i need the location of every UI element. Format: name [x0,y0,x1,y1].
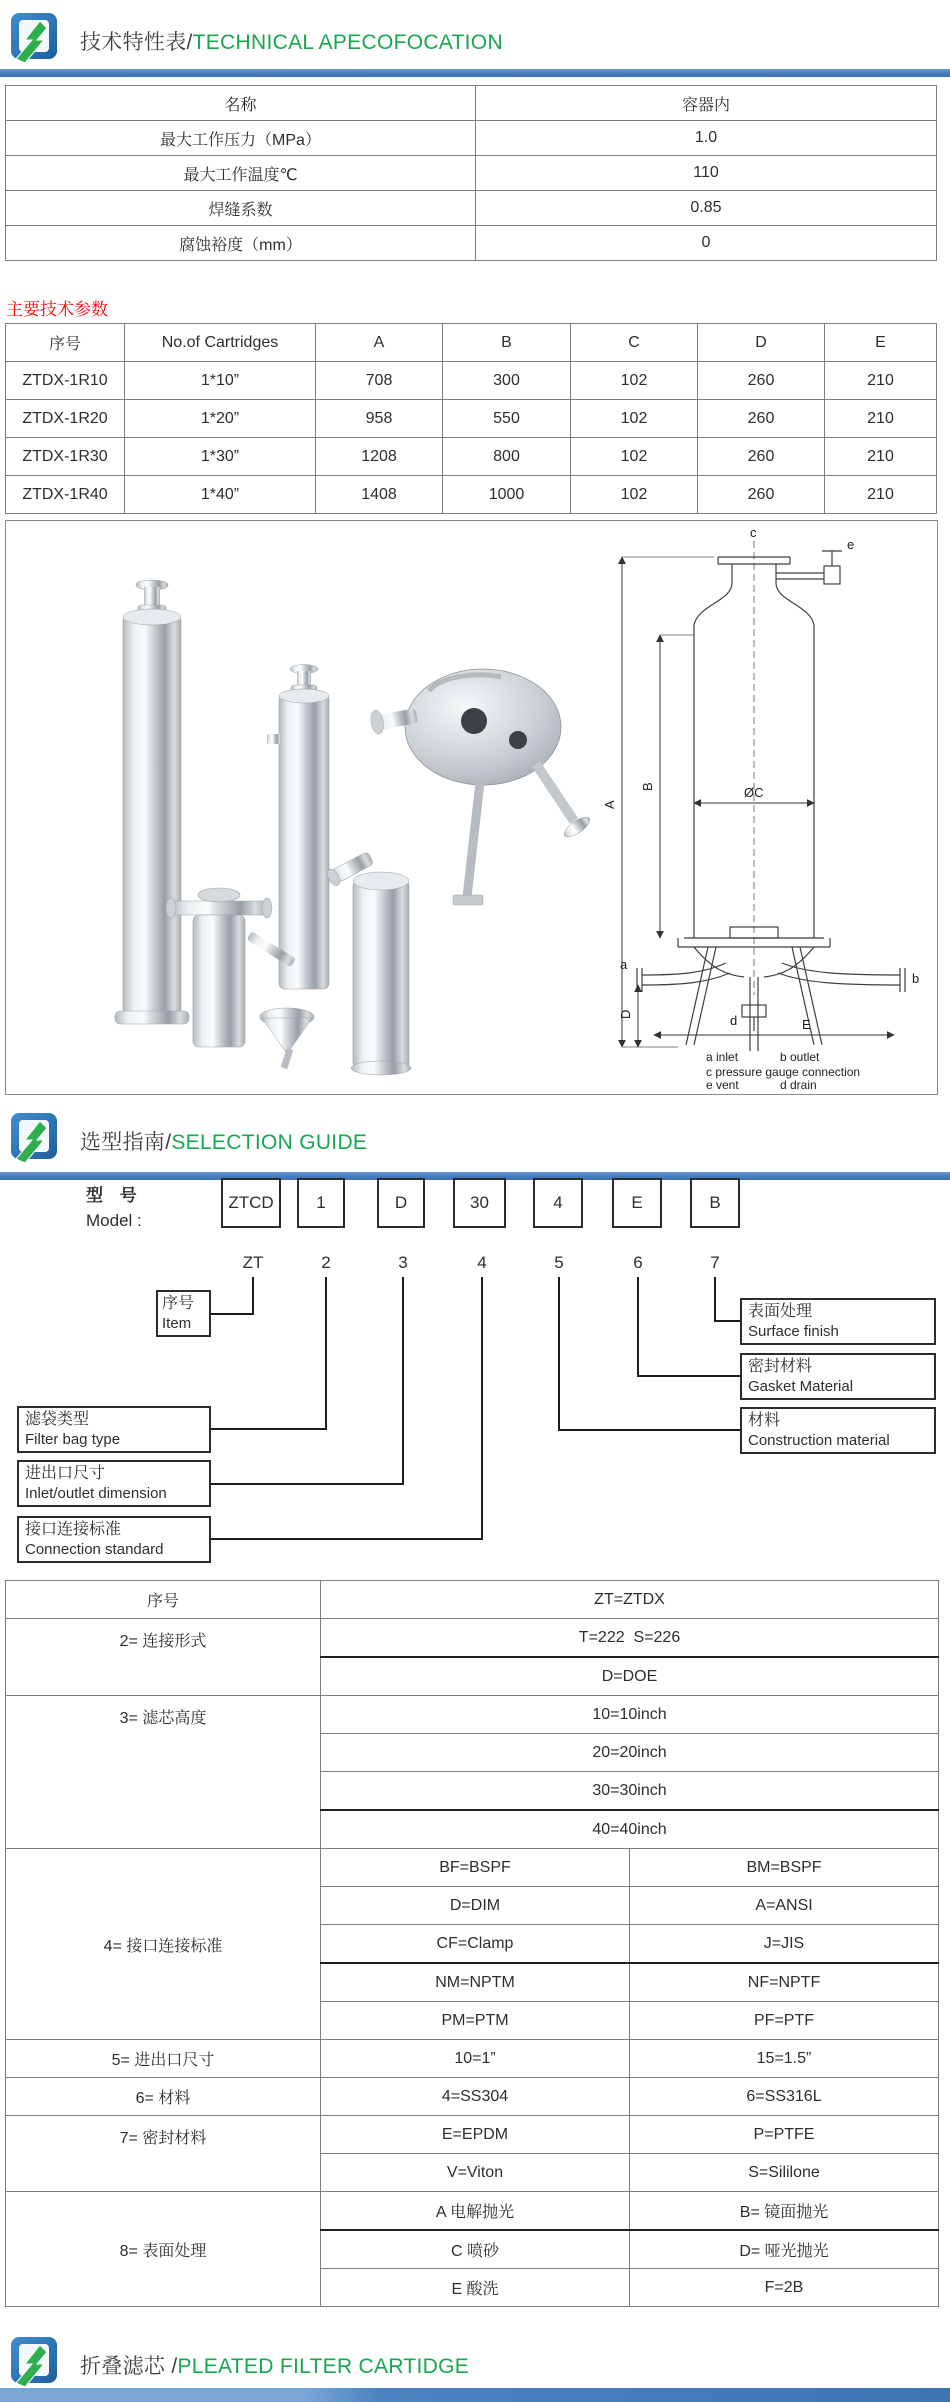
blue-divider [0,2388,950,2402]
params-cell: 708 [316,362,443,400]
params-header-cell: C [571,324,698,362]
dim-label-d: d [730,1013,738,1028]
selection-value-cell: 10=10inch [321,1696,939,1734]
params-cell: 550 [443,400,571,438]
selection-value-cell: ZT=ZTDX [321,1581,939,1619]
product-photo [31,549,591,1084]
params-cell: 210 [825,438,937,476]
company-logo-icon [8,12,64,69]
selection-row [6,1619,939,1658]
model-code-box: D [377,1178,425,1228]
spec-cell: 焊缝系数 [6,191,476,226]
selection-value-cell: A=ANSI [630,1887,939,1925]
guide-box-left [17,1406,211,1453]
selection-value-cell: P=PTFE [630,2116,939,2154]
guide-box-zh: 接口连接标准 [25,1520,122,1538]
params-cell: 260 [698,438,825,476]
guide-box-en: Surface finish [748,1322,839,1340]
guide-box-left [17,1460,211,1507]
params-cell: 260 [698,362,825,400]
section-title [80,2350,469,2380]
dim-label-e: e [847,537,855,552]
spec-row [6,191,937,226]
selection-value-cell: BF=BSPF [321,1849,630,1887]
spec-cell: 0 [476,226,937,261]
company-logo-icon [8,2336,64,2393]
selection-label-cell: 3= 滤芯高度 [6,1696,321,1849]
selection-value-cell: D=DIM [321,1887,630,1925]
selection-label-cell: 5= 进出口尺寸 [6,2040,321,2078]
model-code-box: E [612,1178,662,1228]
section-header-technical [8,12,503,69]
params-table [5,323,937,514]
selection-value-cell: C 喷砂 [321,2230,630,2269]
params-row [6,438,937,476]
selection-label-cell: 8= 表面处理 [6,2192,321,2307]
dim-label-E: E [802,1017,811,1032]
selection-value-cell: CF=Clamp [321,1925,630,1964]
legend-outlet: b outlet [780,1050,820,1064]
selection-value-cell: 20=20inch [321,1734,939,1772]
product-image-box [5,520,938,1095]
guide-box-en: Gasket Material [748,1377,854,1395]
guide-box-right [740,1407,936,1454]
params-cell: 210 [825,362,937,400]
selection-row [6,2040,939,2078]
params-cell: 102 [571,362,698,400]
guide-box-en: Item [162,1314,192,1332]
selection-value-cell: B= 镜面抛光 [630,2192,939,2231]
params-cell: 958 [316,400,443,438]
blue-divider [0,69,950,77]
params-cell: 210 [825,400,937,438]
params-cell: 210 [825,476,937,514]
selection-value-cell: PM=PTM [321,2002,630,2040]
model-code-box: 1 [297,1178,345,1228]
params-cell: 102 [571,438,698,476]
params-cell: 102 [571,400,698,438]
params-cell: 1*20” [125,400,316,438]
selection-value-cell: 4=SS304 [321,2078,630,2116]
dim-label-a: a [620,957,628,972]
params-header-cell: 序号 [6,324,125,362]
guide-box-en: Filter bag type [25,1430,121,1448]
params-cell: ZTDX-1R10 [6,362,125,400]
params-cell: ZTDX-1R20 [6,400,125,438]
params-cell: 1*10” [125,362,316,400]
section-title-en: PLEATED FILTER CARTIDGE [177,2354,470,2378]
params-cell: 1408 [316,476,443,514]
spec-cell: 0.85 [476,191,937,226]
spec-table [5,85,937,261]
params-row [6,476,937,514]
model-code-box: B [690,1178,740,1228]
position-digit: 4 [477,1253,487,1272]
model-code-box: ZTCD [221,1178,281,1228]
position-digit: 6 [633,1253,643,1272]
params-cell: 300 [443,362,571,400]
model-label [86,1183,143,1233]
company-logo-icon [8,1112,64,1169]
params-title: 主要技术参数 [6,300,108,319]
selection-value-cell: F=2B [630,2269,939,2307]
section-header-selection [8,1112,367,1169]
guide-box-right [740,1353,936,1400]
selection-label-cell: 2= 连接形式 [6,1619,321,1696]
company-logo-icon [8,1112,64,1164]
dim-label-b: b [912,971,920,986]
dim-label-A: A [602,800,617,809]
company-logo-icon [8,12,64,64]
selection-value-cell: D= 哑光抛光 [630,2230,939,2269]
spec-cell: 腐蚀裕度（mm） [6,226,476,261]
spec-row [6,156,937,191]
selection-table [5,1580,939,2307]
selection-value-cell: NF=NPTF [630,1963,939,2002]
selection-value-cell: E=EPDM [321,2116,630,2154]
params-cell: 1000 [443,476,571,514]
dim-label-D: D [618,1009,633,1019]
selection-value-cell: 10=1” [321,2040,630,2078]
spec-row [6,121,937,156]
params-header-cell: D [698,324,825,362]
section-title-zh: 选型指南/ [80,1130,172,1154]
dimension-diagram [594,523,937,1091]
params-cell: 1*40” [125,476,316,514]
guide-box-item [156,1290,211,1337]
guide-box-zh: 滤袋类型 [25,1410,90,1428]
selection-row [6,2116,939,2154]
params-cell: 260 [698,476,825,514]
spec-cell: 1.0 [476,121,937,156]
selection-value-cell: 15=1.5” [630,2040,939,2078]
legend-gauge: c pressure gauge connection [706,1065,861,1079]
model-code-box: 30 [453,1178,506,1228]
section-title [80,26,503,56]
selection-label-cell: 4= 接口连接标准 [6,1849,321,2040]
selection-label-cell: 6= 材料 [6,2078,321,2116]
selection-value-cell: S=Sililone [630,2154,939,2192]
position-digit: 5 [554,1253,564,1272]
params-cell: ZTDX-1R40 [6,476,125,514]
selection-row [6,1849,939,1887]
selection-value-cell: D=DOE [321,1657,939,1696]
section-title-en: TECHNICAL APECOFOCATION [192,30,503,54]
params-cell: 800 [443,438,571,476]
selection-label-cell: 7= 密封材料 [6,2116,321,2192]
section-title-en: SELECTION GUIDE [171,1130,368,1154]
selection-value-cell: NM=NPTM [321,1963,630,2002]
params-header-cell: E [825,324,937,362]
spec-cell: 名称 [6,86,476,121]
position-digit: 2 [321,1253,331,1272]
model-label-zh: 型 号 [86,1186,143,1205]
guide-box-zh: 表面处理 [748,1302,813,1320]
params-cell: 1*30” [125,438,316,476]
selection-row [6,1696,939,1734]
spec-cell: 最大工作温度℃ [6,156,476,191]
legend-vent: e vent [706,1078,739,1091]
params-cell: 1208 [316,438,443,476]
guide-box-zh: 密封材料 [748,1357,813,1375]
model-code-box: 4 [533,1178,583,1228]
spec-row [6,86,937,121]
selection-value-cell: 40=40inch [321,1810,939,1849]
selection-value-cell: A 电解抛光 [321,2192,630,2231]
dim-label-phiC: ØC [744,785,764,800]
section-title-zh: 折叠滤芯 / [80,2354,178,2378]
dim-label-B: B [640,782,655,791]
legend-drain: d drain [780,1078,817,1091]
model-code-guide [0,1175,950,1573]
selection-value-cell: 30=30inch [321,1772,939,1811]
legend-inlet: a inlet [706,1050,739,1064]
spec-cell: 最大工作压力（MPa） [6,121,476,156]
spec-cell: 110 [476,156,937,191]
selection-value-cell: J=JIS [630,1925,939,1964]
params-header-cell: A [316,324,443,362]
params-row [6,400,937,438]
selection-row [6,2192,939,2231]
guide-box-zh: 进出口尺寸 [25,1464,106,1482]
guide-box-en: Connection standard [25,1540,164,1558]
dim-label-c: c [750,525,757,540]
section-header-pleated [8,2336,469,2393]
selection-value-cell: 6=SS316L [630,2078,939,2116]
guide-box-zh: 材料 [748,1411,781,1429]
selection-value-cell: PF=PTF [630,2002,939,2040]
guide-box-zh: 序号 [162,1294,195,1312]
guide-box-right [740,1298,936,1345]
selection-value-cell: T=222 S=226 [321,1619,939,1658]
position-digit: ZT [242,1253,264,1272]
position-digit: 7 [710,1253,720,1272]
params-row [6,362,937,400]
selection-value-cell: V=Viton [321,2154,630,2192]
selection-row [6,1581,939,1619]
selection-label-cell: 序号 [6,1581,321,1619]
guide-box-en: Construction material [748,1431,890,1449]
params-header-cell: No.of Cartridges [125,324,316,362]
position-digit: 3 [398,1253,408,1272]
selection-row [6,2078,939,2116]
spec-row [6,226,937,261]
guide-box-left [17,1516,211,1563]
company-logo-icon [8,2336,64,2388]
section-title [80,1126,367,1156]
params-cell: 260 [698,400,825,438]
guide-box-en: Inlet/outlet dimension [25,1484,167,1502]
params-header-cell: B [443,324,571,362]
model-label-en: Model : [86,1211,142,1230]
params-cell: ZTDX-1R30 [6,438,125,476]
section-title-zh: 技术特性表/ [80,30,193,54]
selection-value-cell: E 酸洗 [321,2269,630,2307]
spec-cell: 容器内 [476,86,937,121]
selection-value-cell: BM=BSPF [630,1849,939,1887]
params-cell: 102 [571,476,698,514]
